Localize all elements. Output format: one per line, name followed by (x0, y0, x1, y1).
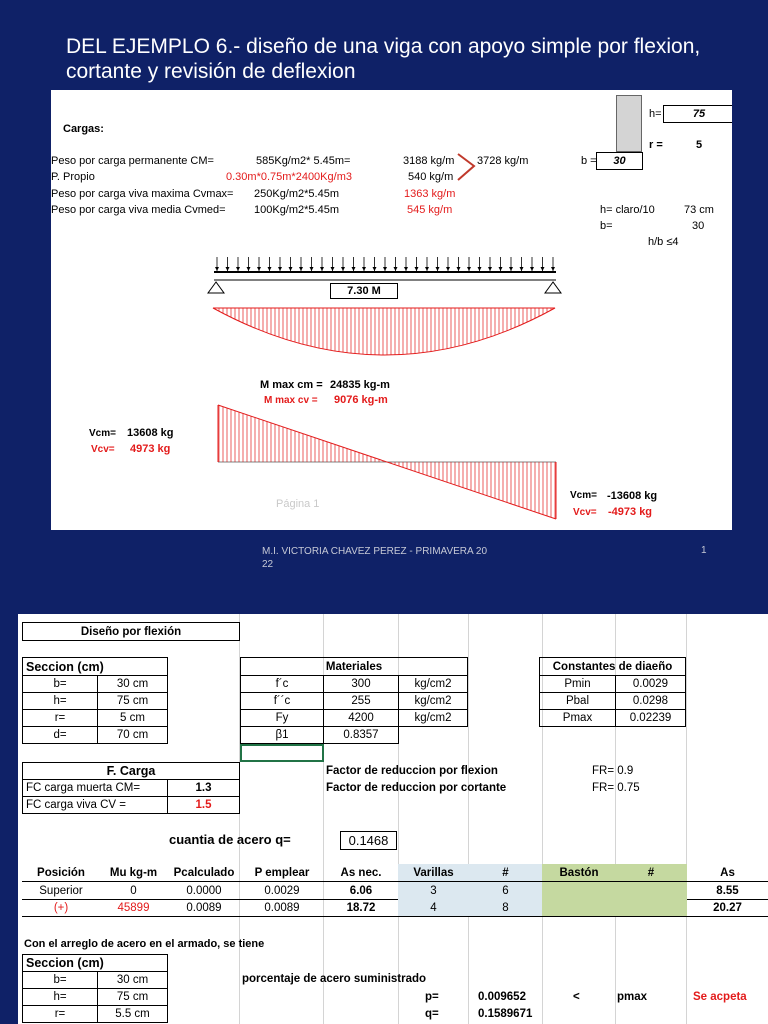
fc-cv-value: 1.5 (167, 796, 240, 814)
fc-cm-value: 1.3 (167, 779, 240, 797)
pbal-label: Pbal (539, 692, 616, 710)
table-cell: 0.0029 (240, 882, 324, 900)
seccion-h-value: 75 cm (97, 692, 168, 710)
b-value-box: 30 (596, 152, 643, 170)
seccion-header: Seccion (cm) (22, 657, 168, 676)
span-label: 7.30 M (330, 283, 398, 299)
seccion-h-label: h= (22, 692, 98, 710)
table-header-cell: Posición (22, 864, 100, 882)
table-header-cell: Pcalculado (167, 864, 241, 882)
fcc-value: 255 (323, 692, 399, 710)
table-cell: 8 (468, 899, 543, 917)
seccion-b-label: b= (22, 675, 98, 693)
load-formula-pp: 0.30m*0.75m*2400Kg/m3 (226, 171, 352, 183)
table-cell: 6.06 (323, 882, 399, 900)
vcv-value: 4973 kg (130, 443, 171, 455)
load-diagram-panel (51, 90, 732, 530)
load-value-cm: 3188 kg/m (403, 155, 455, 167)
table-header-cell: Varillas (398, 864, 469, 882)
table-cell: 0.0000 (167, 882, 241, 900)
factor-flexion-label: Factor de reduccion por flexion (326, 765, 498, 777)
flexure-spreadsheet (18, 614, 768, 1024)
selected-cell[interactable] (240, 744, 324, 762)
seccion2-b-label: b= (22, 971, 98, 989)
moment-diagram (215, 308, 551, 355)
seccion2-h-value: 75 cm (97, 988, 168, 1006)
seccion-r-value: 5 cm (97, 709, 168, 727)
r-value: 5 (696, 139, 703, 151)
vcv2-label: Vcv= (573, 507, 597, 518)
seccion-b-value: 30 cm (97, 675, 168, 693)
seccion2-r-label: r= (22, 1005, 98, 1023)
porcentaje-label: porcentaje de acero suministrado (242, 973, 427, 985)
pbal-value: 0.0298 (615, 692, 686, 710)
m-cm-value: 24835 kg-m (330, 379, 390, 391)
load-value-pp: 540 kg/m (408, 171, 454, 183)
table-cell: 20.27 (686, 899, 768, 917)
table-cell (542, 899, 616, 917)
b-label: b = (581, 155, 597, 167)
page-watermark: Página 1 (276, 498, 320, 510)
cuantia-label: cuantia de acero q= (169, 832, 291, 847)
fy-label: Fy (240, 709, 324, 727)
table-cell: 8.55 (686, 882, 768, 900)
left-support-icon (208, 282, 224, 293)
vcm-value: 13608 kg (127, 427, 174, 439)
table-cell: 18.72 (323, 899, 399, 917)
pmin-value: 0.0029 (615, 675, 686, 693)
m-cv-label: M max cv = (264, 395, 318, 406)
table-cell: (+) (22, 899, 100, 917)
table-cell: 0.0089 (167, 899, 241, 917)
load-formula-cvmed: 100Kg/m2*5.45m (254, 204, 339, 216)
load-formula-cvmax: 250Kg/m2*5.45m (254, 188, 339, 200)
q-label: q= (425, 1008, 439, 1020)
moment-curve (213, 308, 555, 355)
fc-label: f´c (240, 675, 324, 693)
factor-cortante-label: Factor de reduccion por cortante (326, 782, 507, 794)
fc-cm-label: FC carga muerta CM= (22, 779, 168, 797)
fcc-label: f´´c (240, 692, 324, 710)
factor-flexion-value: FR= 0.9 (592, 765, 634, 777)
pmax-value: 0.02239 (615, 709, 686, 727)
table-cell (615, 882, 687, 900)
h-claro-note: h= claro/10 (600, 204, 655, 216)
beta1-label: β1 (240, 726, 324, 744)
sum-value: 3728 kg/m (477, 155, 529, 167)
seccion2-b-value: 30 cm (97, 971, 168, 989)
fc-unit: kg/cm2 (398, 675, 468, 693)
p-value: 0.009652 (478, 991, 526, 1003)
load-label-cvmed: Peso por carga viva media Cvmed= (51, 204, 226, 216)
beam-diagrams (51, 90, 732, 530)
m-cv-value: 9076 kg-m (334, 394, 388, 406)
load-value-cvmed: 545 kg/m (407, 204, 453, 216)
table-cell: Superior (22, 882, 100, 900)
table-cell: 0 (99, 882, 168, 900)
q-value: 0.1589671 (478, 1008, 533, 1020)
b-note-value: 30 (692, 220, 705, 232)
seccion-d-value: 70 cm (97, 726, 168, 744)
factor-cortante-value: FR= 0.75 (592, 782, 640, 794)
hb-note: h/b ≤4 (648, 236, 679, 248)
load-label-cvmax: Peso por carga viva maxima Cvmax= (51, 188, 234, 200)
seccion2-header: Seccion (cm) (22, 954, 168, 972)
distributed-load-arrows (215, 257, 555, 271)
table-cell: 0.0089 (240, 899, 324, 917)
right-support-icon (545, 282, 561, 293)
table-cell: 45899 (99, 899, 168, 917)
arreglo-text: Con el arreglo de acero en el armado, se tiene (24, 938, 265, 950)
fc-cv-label: FC carga viva CV = (22, 796, 168, 814)
cargas-label: Cargas: (63, 123, 104, 135)
pmax-ref: pmax (617, 991, 648, 1003)
table-header-cell: Bastón (542, 864, 616, 882)
vcm2-label: Vcm= (570, 490, 597, 501)
footer-author: M.I. VICTORIA CHAVEZ PEREZ - PRIMAVERA 20 22 (262, 546, 488, 570)
fy-value: 4200 (323, 709, 399, 727)
h-value-box: 75 (663, 105, 732, 123)
table-cell: 6 (468, 882, 543, 900)
table-header-cell: Mu kg-m (99, 864, 168, 882)
seccion-d-label: d= (22, 726, 98, 744)
constantes-header: Constantes de diaeño (539, 657, 686, 676)
materiales-header: Materiales (240, 657, 468, 676)
table-header-cell: # (468, 864, 543, 882)
p-label: p= (425, 991, 439, 1003)
seccion-r-label: r= (22, 709, 98, 727)
seccion2-h-label: h= (22, 988, 98, 1006)
page-number: 1 (701, 545, 707, 556)
load-label-cm: Peso por carga permanente CM= (51, 155, 214, 167)
cuantia-value: 0.1468 (340, 831, 397, 850)
table-cell (615, 899, 687, 917)
b-note: b= (600, 220, 613, 232)
h-claro-value: 73 cm (684, 204, 714, 216)
r-label: r = (649, 139, 663, 151)
m-cm-label: M max cm = (260, 379, 323, 391)
vcv2-value: -4973 kg (608, 506, 653, 518)
pmax-label: Pmax (539, 709, 616, 727)
fcarga-header: F. Carga (22, 762, 240, 780)
fy-unit: kg/cm2 (398, 709, 468, 727)
table-header-cell: As (686, 864, 768, 882)
vcv-label: Vcv= (91, 444, 115, 455)
load-formula-cm: 585Kg/m2* 5.45m= (256, 155, 351, 167)
h-label: h= (649, 108, 662, 120)
fc-value: 300 (323, 675, 399, 693)
table-cell: 3 (398, 882, 469, 900)
table-header-cell: As nec. (323, 864, 399, 882)
less-than: < (573, 991, 580, 1003)
vcm-label: Vcm= (89, 428, 116, 439)
table-cell: 4 (398, 899, 469, 917)
seccion2-r-value: 5.5 cm (97, 1005, 168, 1023)
shear-diagram (218, 405, 556, 519)
pmin-label: Pmin (539, 675, 616, 693)
table-cell (542, 882, 616, 900)
design-title: Diseño por flexión (22, 622, 240, 641)
vcm2-value: -13608 kg (607, 490, 658, 502)
acepta-status: Se acpeta (693, 991, 747, 1003)
beta1-value: 0.8357 (323, 726, 399, 744)
load-label-pp: P. Propio (51, 171, 95, 183)
table-header-cell: P emplear (240, 864, 324, 882)
fcc-unit: kg/cm2 (398, 692, 468, 710)
table-header-cell: # (615, 864, 687, 882)
slide-title: DEL EJEMPLO 6.- diseño de una viga con apoyo simple por flexion, cortante y revisión de deflexion (66, 35, 701, 83)
load-value-cvmax: 1363 kg/m (404, 188, 456, 200)
